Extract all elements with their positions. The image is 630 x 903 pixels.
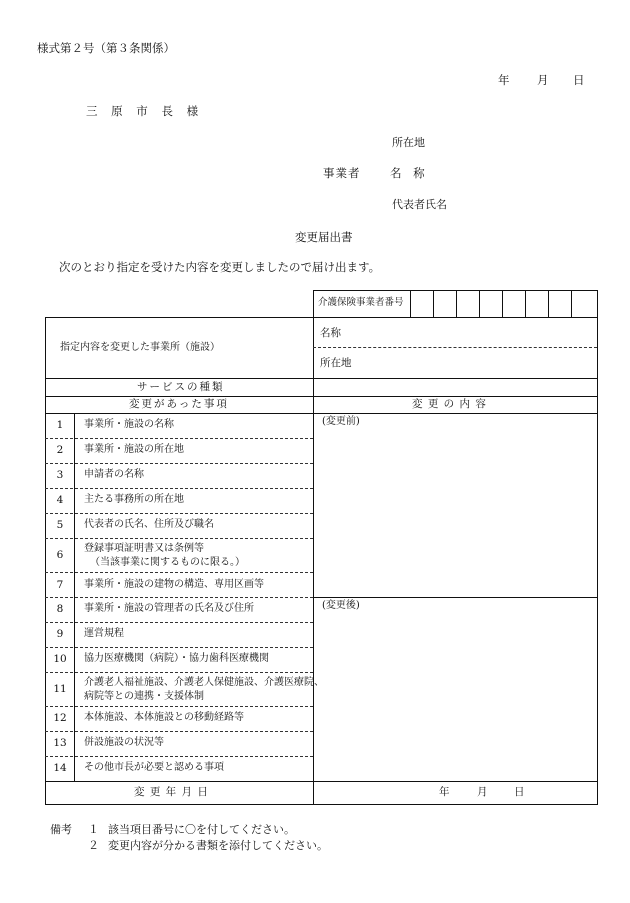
row-label-sub: 病院等との連携・支援体制 xyxy=(84,691,204,702)
row-number: 7 xyxy=(56,579,64,591)
row-label: 運営規程 xyxy=(84,628,124,639)
row-number: 11 xyxy=(53,683,67,695)
row-label: 主たる事務所の所在地 xyxy=(84,494,184,505)
row-number: 10 xyxy=(53,653,67,665)
change-date-label: 変 更 年 月 日 xyxy=(134,786,209,798)
row-label: 事業所・施設の名称 xyxy=(84,419,174,430)
change-date-month: 月 xyxy=(477,786,488,798)
insurer-number-label: 介護保険事業者番号 xyxy=(318,297,404,308)
date-year-label: 年 xyxy=(498,73,510,87)
row-label: 事業所・施設の所在地 xyxy=(84,444,184,455)
row-number: 8 xyxy=(56,603,64,615)
row-number: 9 xyxy=(56,628,64,640)
row-number: 14 xyxy=(53,762,67,774)
after-label: (変更後) xyxy=(322,600,360,611)
facility-label: 指定内容を変更した事業所（施設） xyxy=(60,342,220,353)
row-number: 6 xyxy=(56,549,64,561)
date-month-label: 月 xyxy=(537,73,549,87)
facility-address-label: 所在地 xyxy=(320,357,352,369)
row-label: 事業所・施設の建物の構造、専用区画等 xyxy=(84,579,264,590)
intro-text: 次のとおり指定を受けた内容を変更しましたので届け出ます。 xyxy=(59,260,381,274)
row-number: 3 xyxy=(56,469,64,481)
row-number: 12 xyxy=(53,712,67,724)
row-number: 2 xyxy=(56,444,64,456)
service-type-label: サービスの種類 xyxy=(137,381,225,393)
row-label: 代表者の氏名、住所及び職名 xyxy=(84,519,214,530)
before-label: (変更前) xyxy=(322,416,360,427)
sender-name-label: 名 称 xyxy=(390,166,429,180)
sender-address-label: 所在地 xyxy=(392,136,425,149)
row-number: 5 xyxy=(56,519,64,531)
row-label: 事業所・施設の管理者の氏名及び住所 xyxy=(84,603,254,614)
date-day-label: 日 xyxy=(573,73,585,87)
row-label: 協力医療機関（病院）・協力歯科医療機関 xyxy=(84,653,269,664)
row-label: 登録事項証明書又は条例等 xyxy=(84,543,204,554)
addressee: 三 原 市 長 様 xyxy=(86,104,204,118)
row-label: 併設施設の状況等 xyxy=(84,737,164,748)
change-date-day: 日 xyxy=(514,786,525,798)
note-number: ２ xyxy=(88,839,99,852)
changed-items-header: 変更があった事項 xyxy=(129,398,229,410)
note-number: １ xyxy=(88,823,99,836)
row-label: 本体施設、本体施設との移動経路等 xyxy=(84,712,244,723)
sender-representative-label: 代表者氏名 xyxy=(392,198,447,211)
sender-business-label: 事業者 xyxy=(323,166,361,180)
change-content-header: 変 更 の 内 容 xyxy=(412,398,487,410)
change-date-year: 年 xyxy=(439,786,450,798)
note-text: 該当項目番号に〇を付してください。 xyxy=(108,823,295,836)
document-title: 変更届出書 xyxy=(295,230,353,244)
row-label: 申請者の名称 xyxy=(84,469,144,480)
form-number: 様式第２号（第３条関係） xyxy=(37,41,175,55)
row-label-sub: （当該事業に関するものに限る。） xyxy=(90,557,245,568)
row-number: 4 xyxy=(56,494,64,506)
row-number: 13 xyxy=(53,737,67,749)
notes-label: 備考 xyxy=(50,823,72,836)
facility-name-label: 名称 xyxy=(320,327,341,339)
row-label: 介護老人福祉施設、介護老人保健施設、介護医療院、 xyxy=(84,677,324,688)
note-text: 変更内容が分かる書類を添付してください。 xyxy=(108,839,328,852)
row-label: その他市長が必要と認める事項 xyxy=(84,762,224,773)
row-number: 1 xyxy=(56,419,64,431)
